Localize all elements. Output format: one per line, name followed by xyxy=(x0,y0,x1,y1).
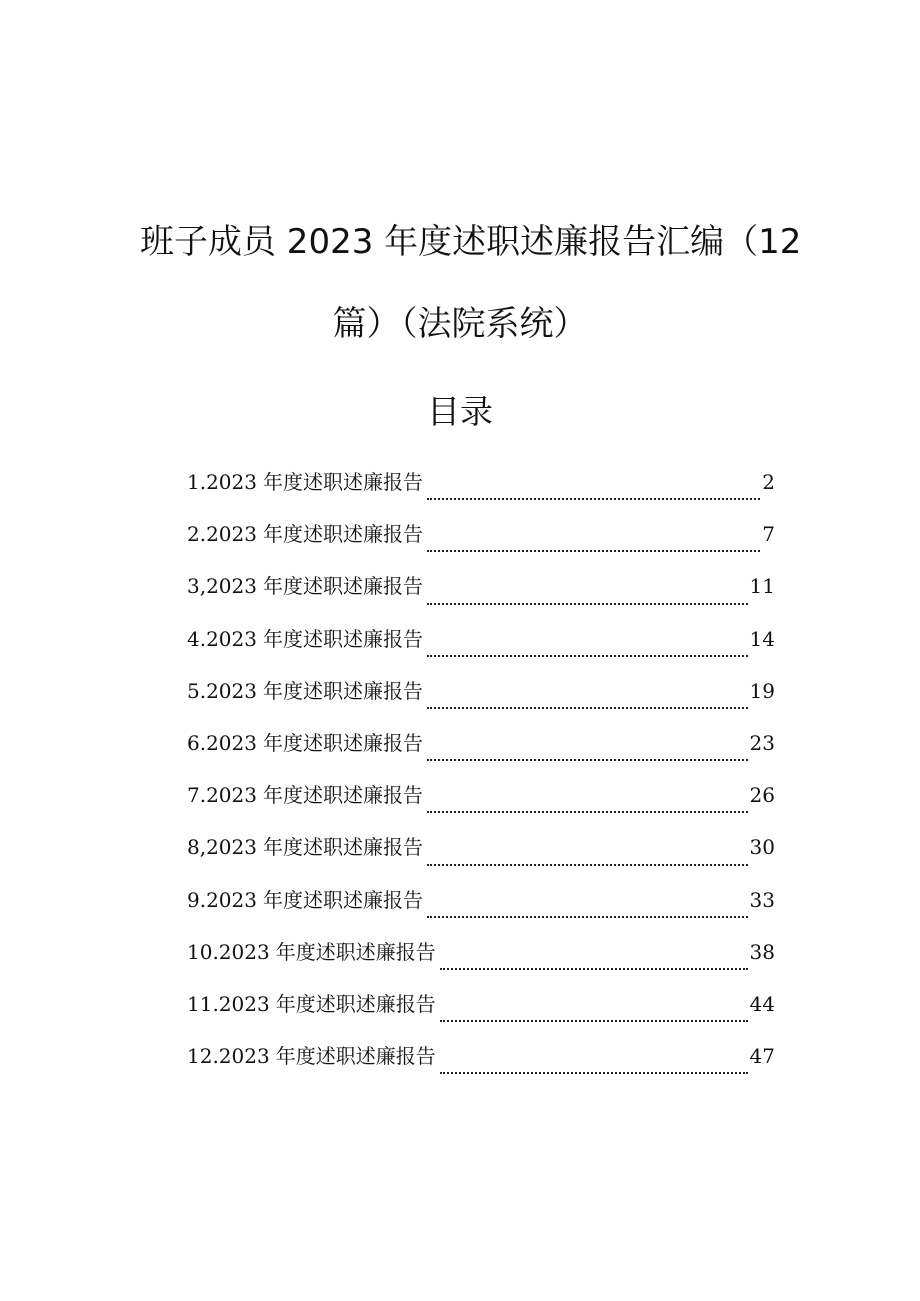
toc-item-number: 7.2023 xyxy=(187,783,257,808)
toc-item-number: 11.2023 xyxy=(187,991,270,1016)
toc-item[interactable] xyxy=(187,827,775,879)
toc-item-title: 年度述职述廉报告 xyxy=(262,887,423,912)
table-of-contents xyxy=(187,462,775,1088)
toc-item[interactable] xyxy=(187,566,775,618)
toc-item-number: 8,2023 xyxy=(187,835,257,860)
toc-item-page: 2 xyxy=(762,470,775,494)
toc-item-page: 44 xyxy=(749,991,775,1016)
toc-item-page: 47 xyxy=(749,1044,775,1069)
toc-heading: 目录 xyxy=(427,392,493,431)
toc-item-title: 年度述职述廉报告 xyxy=(262,626,423,651)
toc-item-number: 10.2023 xyxy=(187,939,270,964)
toc-item-page: 26 xyxy=(749,783,775,808)
toc-item-page: 38 xyxy=(749,939,775,964)
toc-item[interactable] xyxy=(187,775,775,827)
toc-item-number: 6.2023 xyxy=(187,730,257,755)
document-title xyxy=(140,201,802,365)
toc-item-title: 年度述职述廉报告 xyxy=(275,939,436,964)
toc-dot-leader xyxy=(427,550,760,552)
toc-item[interactable] xyxy=(187,671,775,723)
document-title-line-1: 班子成员 2023 年度述职述廉报告汇编（12 xyxy=(140,221,802,262)
toc-item-number: 3,2023 xyxy=(187,574,257,599)
toc-item-page: 14 xyxy=(749,626,775,651)
toc-dot-leader xyxy=(427,759,748,761)
toc-item-page: 33 xyxy=(749,887,775,912)
toc-dot-leader xyxy=(440,1072,748,1074)
toc-item-number: 1.2023 xyxy=(187,470,257,494)
toc-item-title: 年度述职述廉报告 xyxy=(262,678,423,703)
toc-item-title: 年度述职述廉报告 xyxy=(275,991,436,1016)
toc-item-title: 年度述职述廉报告 xyxy=(262,574,423,599)
toc-item-page: 11 xyxy=(749,574,775,599)
toc-item[interactable] xyxy=(187,619,775,671)
toc-item-number: 12.2023 xyxy=(187,1044,270,1069)
toc-item-page: 7 xyxy=(762,522,775,547)
toc-item-number: 5.2023 xyxy=(187,678,257,703)
toc-item[interactable] xyxy=(187,462,775,514)
toc-item-number: 2.2023 xyxy=(187,522,257,547)
toc-dot-leader xyxy=(427,498,760,500)
toc-item[interactable] xyxy=(187,1036,775,1088)
toc-item[interactable] xyxy=(187,932,775,984)
toc-dot-leader xyxy=(440,1020,748,1022)
toc-item-title: 年度述职述廉报告 xyxy=(262,730,423,755)
toc-dot-leader xyxy=(427,655,748,657)
toc-dot-leader xyxy=(427,603,748,605)
toc-dot-leader xyxy=(427,864,748,866)
toc-item-number: 4.2023 xyxy=(187,626,257,651)
toc-dot-leader xyxy=(427,707,748,709)
document-title-line-2: 篇）（法院系统） xyxy=(332,303,588,344)
toc-item-title: 年度述职述廉报告 xyxy=(262,835,423,860)
toc-dot-leader xyxy=(440,968,748,970)
toc-dot-leader xyxy=(427,916,748,918)
toc-item-title: 年度述职述廉报告 xyxy=(262,783,423,808)
toc-item-page: 19 xyxy=(749,678,775,703)
toc-item[interactable] xyxy=(187,514,775,566)
toc-dot-leader xyxy=(427,811,748,813)
toc-item-page: 23 xyxy=(749,730,775,755)
toc-item[interactable] xyxy=(187,723,775,775)
toc-item-title: 年度述职述廉报告 xyxy=(275,1044,436,1069)
toc-item-title: 年度述职述廉报告 xyxy=(262,470,423,494)
toc-item-number: 9.2023 xyxy=(187,887,257,912)
toc-item-page: 30 xyxy=(749,835,775,860)
toc-item[interactable] xyxy=(187,880,775,932)
toc-item-title: 年度述职述廉报告 xyxy=(262,522,423,547)
toc-item[interactable] xyxy=(187,984,775,1036)
